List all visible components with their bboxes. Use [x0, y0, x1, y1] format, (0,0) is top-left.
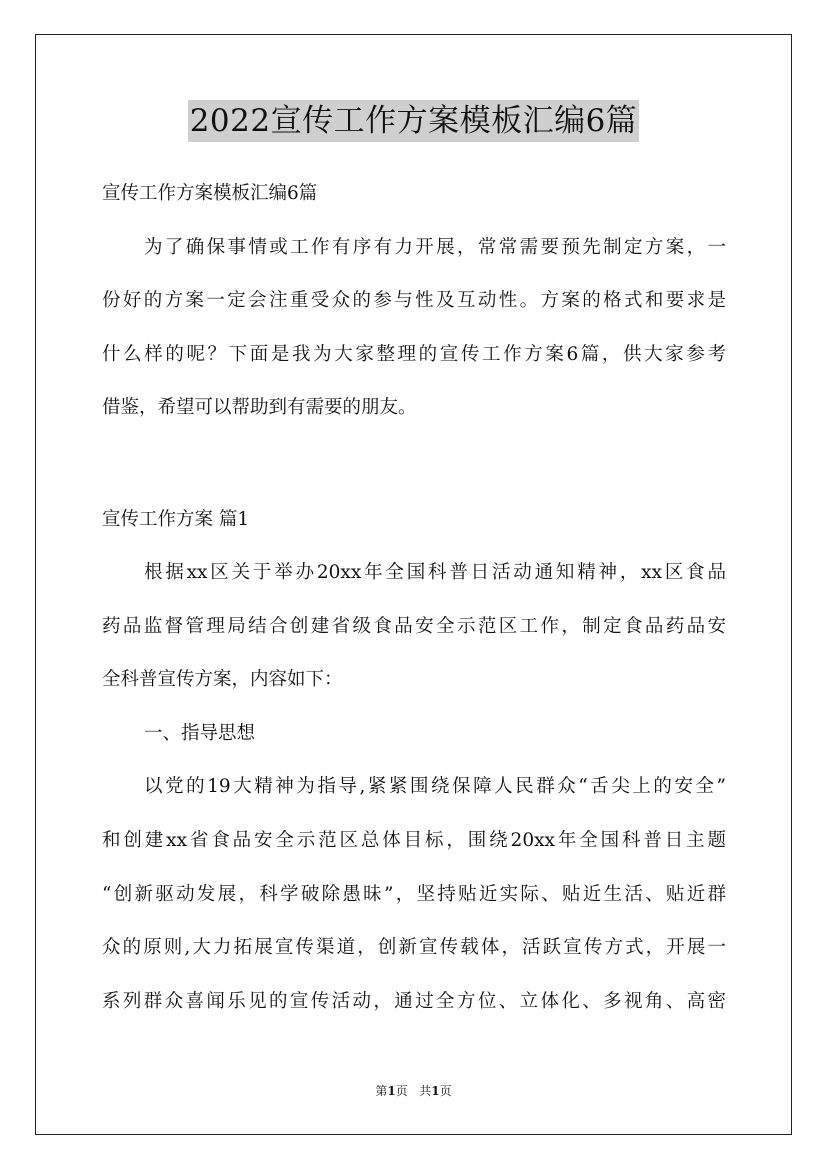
paragraph-line: 和创建xx省食品安全示范区总体目标，围绕20xx年全国科普日主题 [102, 830, 726, 851]
paragraph-line: 根据xx区关于举办20xx年全国科普日活动通知精神，xx区食品 [144, 562, 726, 583]
page-footer [0, 1083, 827, 1099]
intro-line: 为了确保事情或工作有序有力开展，常常需要预先制定方案，一 [144, 237, 726, 258]
paragraph-line: 以党的19大精神为指导,紧紧围绕保障人民群众“舌尖上的安全” [144, 776, 726, 797]
paragraph-line: 药品监督管理局结合创建省级食品安全示范区工作，制定食品药品安 [102, 616, 726, 637]
paragraph-line: “创新驱动发展，科学破除愚昧”，坚持贴近实际、贴近生活、贴近群 [102, 884, 726, 905]
total-pages-prefix: 共 [419, 1084, 432, 1098]
page-number-prefix: 第 [375, 1084, 388, 1098]
document-subtitle: 宣传工作方案模板汇编6篇 [102, 183, 318, 204]
page-number: 1 [387, 1084, 396, 1098]
total-pages: 1 [431, 1084, 440, 1098]
paragraph-line: 众的原则,大力拓展宣传渠道，创新宣传载体，活跃宣传方式，开展一 [102, 937, 726, 958]
paragraph-line: 系列群众喜闻乐见的宣传活动，通过全方位、立体化、多视角、高密 [102, 991, 726, 1012]
intro-line: 份好的方案一定会注重受众的参与性及互动性。方案的格式和要求是 [102, 290, 726, 311]
title-container [0, 100, 827, 142]
intro-line: 什么样的呢？下面是我为大家整理的宣传工作方案6篇，供大家参考 [102, 344, 726, 365]
section-heading: 宣传工作方案 篇1 [102, 509, 250, 530]
total-pages-suffix: 页 [439, 1084, 452, 1098]
sub-heading: 一、指导思想 [144, 723, 256, 744]
document-title: 2022宣传工作方案模板汇编6篇 [188, 100, 640, 142]
intro-line: 借鉴，希望可以帮助到有需要的朋友。 [102, 397, 417, 418]
page-number-suffix: 页 [395, 1084, 408, 1098]
paragraph-line: 全科普宣传方案，内容如下： [102, 669, 343, 690]
